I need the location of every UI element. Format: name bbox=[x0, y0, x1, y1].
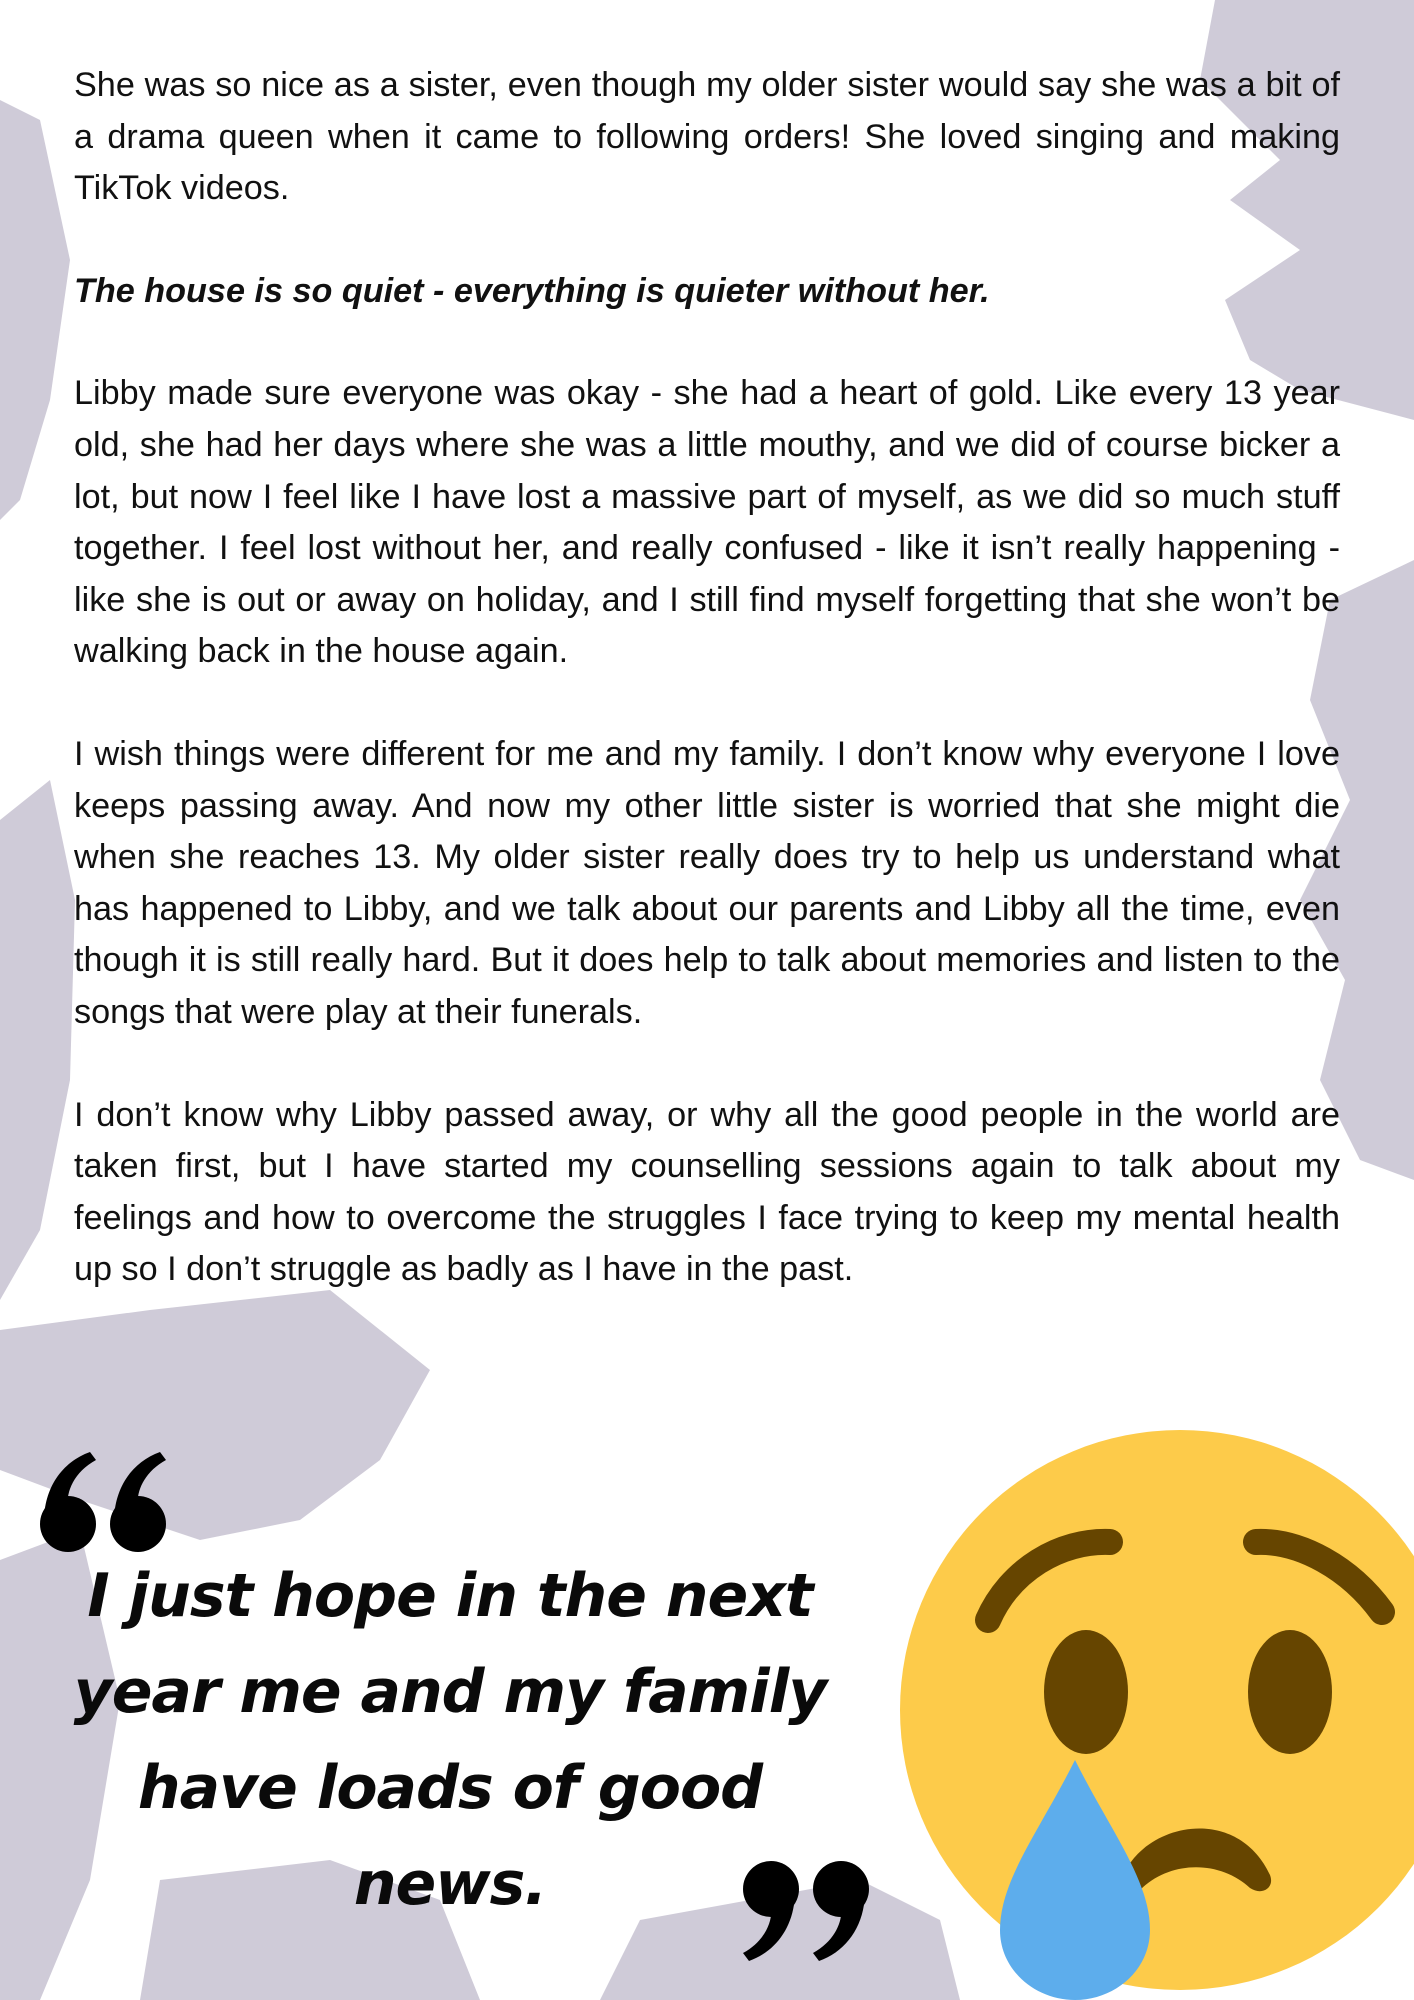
pull-quote-text: I just hope in the next year me and my family have loads of good news. bbox=[73, 1561, 827, 1919]
emphasis-paragraph: The house is so quiet - everything is quieter without her. bbox=[74, 271, 990, 310]
paragraph: She was so nice as a sister, even though my older sister would say she was a bit of a drama queen when it came to following orders! She loved singing and making TikTok videos. bbox=[74, 66, 1340, 208]
brush-stroke bbox=[0, 780, 75, 1300]
close-quote-icon bbox=[735, 1855, 875, 1965]
brush-stroke bbox=[0, 100, 70, 520]
paragraph: I don’t know why Libby passed away, or why all the good people in the world are taken first, but I have started my counselling sessions again to talk about my feelings and how to overcome the struggles I face trying to keep my mental health up so I don’t struggle as badly as I have in the past. bbox=[74, 1095, 1340, 1289]
paragraph: I wish things were different for me and my family. I don’t know why everyone I love keeps passing away. And now my other little sister is worried that she might die when she reaches 13. My older sister really does try to help us understand what has happened to Libby, and we talk about our parents and Libby all the time, even though it is still really hard. But it does help to talk about memories and listen to the songs that were play at their funerals. bbox=[74, 734, 1340, 1031]
article-body bbox=[74, 60, 1340, 1347]
paragraph: Libby made sure everyone was okay - she had a heart of gold. Like every 13 year old, she had her days where she was a little mouthy, and we did of course bicker a lot, but now I feel like I have lost a massive part of myself, as we did so much stuff together. I feel lost without her, and really confused - like it isn’t really happening - like she is out or away on holiday, and I still find myself forgetting that she won’t be walking back in the house again. bbox=[74, 374, 1340, 671]
open-quote-icon bbox=[38, 1448, 178, 1558]
crying-face-emoji-icon bbox=[900, 1430, 1414, 2000]
